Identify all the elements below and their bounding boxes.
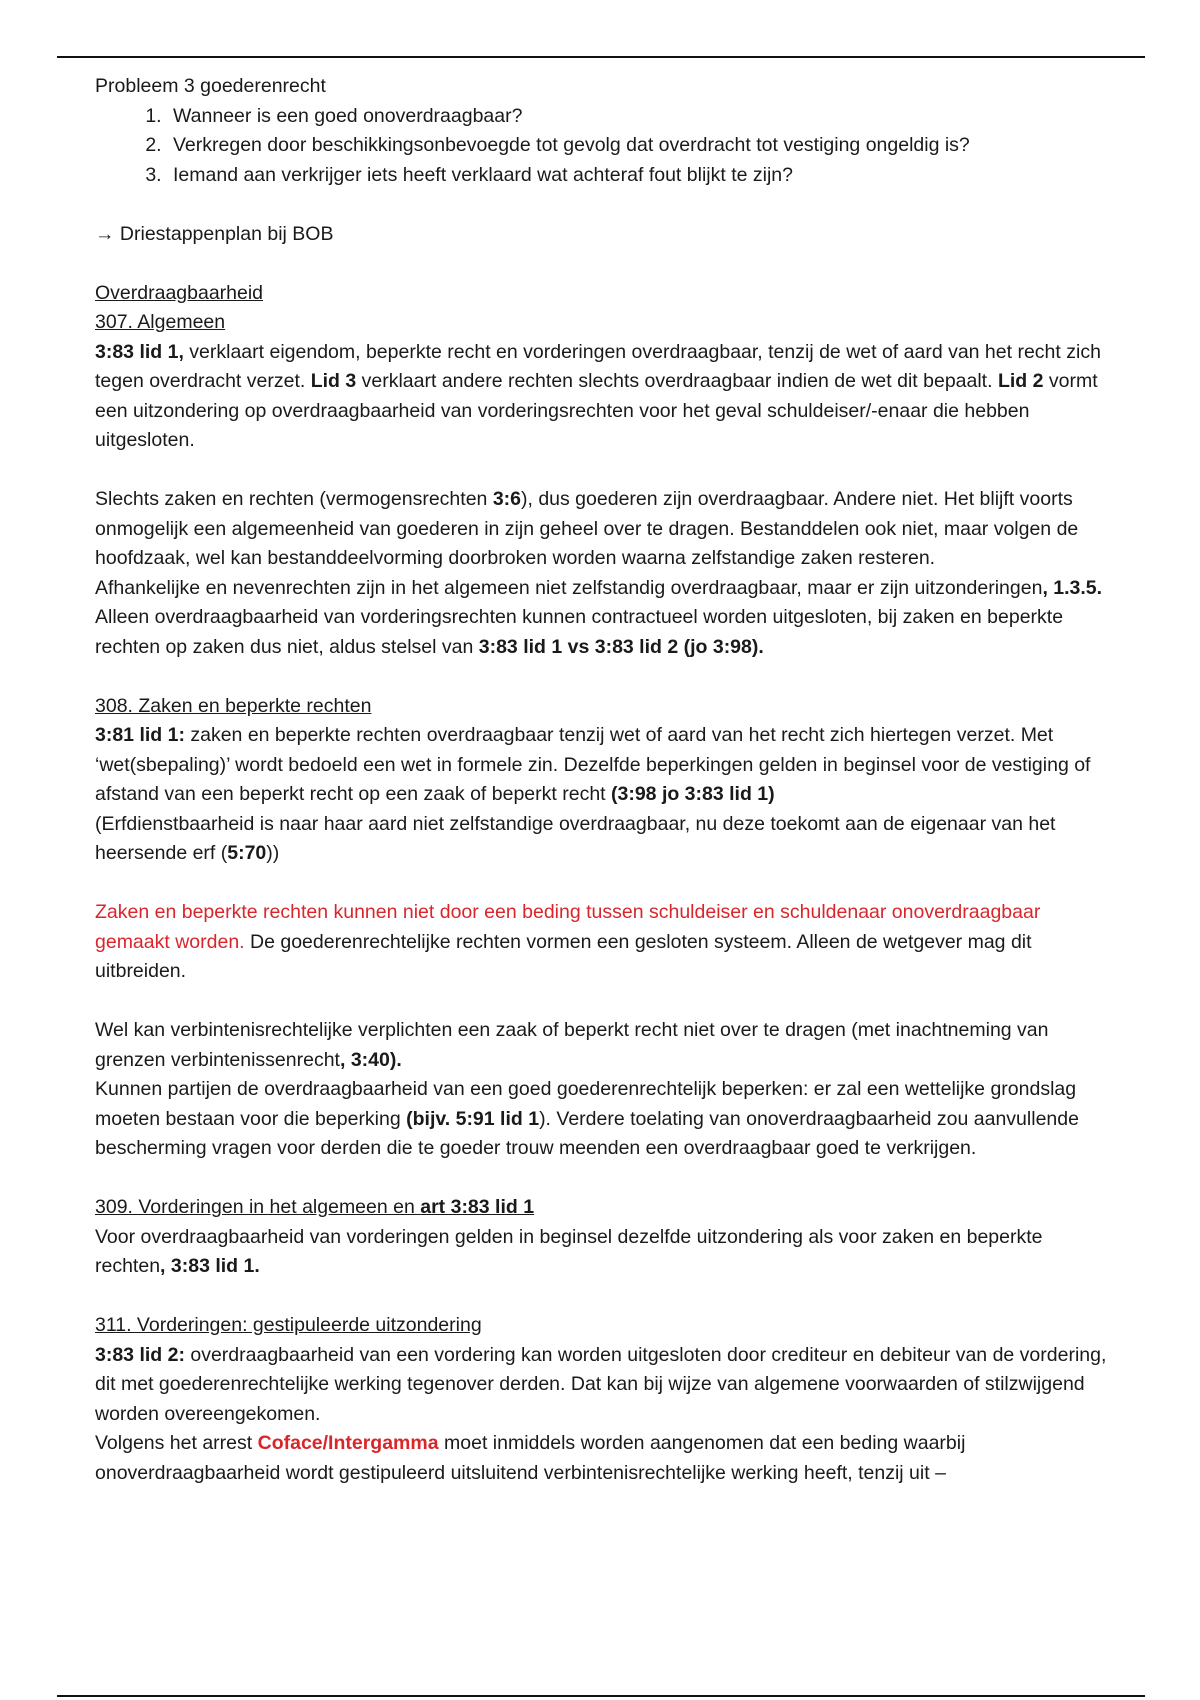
paragraph-307-4: Alleen overdraagbaarheid van vorderingsrechten kunnen contractueel worden uitgesloten, bij zaken en beperkte rechten op zaken dus niet, aldus stelsel van 3:83 lid 1 vs 3:83 lid 2 (jo 3:98). [95,606,1064,658]
paragraph-308-2: (Erfdienstbaarheid is naar haar aard niet zelfstandige overdraagbaar, nu deze toekomt aan de eigenaar van het heersende erf (5:70)) [95,812,1056,864]
paragraph-307-3: Afhankelijke en nevenrechten zijn in het algemeen niet zelfstandig overdraagbaar, maar er zijn uitzonderingen, 1.3.5. [95,576,1103,599]
arrow-text: Driestappenplan bij BOB [119,222,334,245]
paragraph-308-4: Wel kan verbintenisrechtelijke verplichten een zaak of beperkt recht niet over te dragen (met inachtneming van grenzen verbintenissenrecht, 3:40). [95,1019,1049,1071]
document-title: Probleem 3 goederenrecht [95,75,326,97]
bottom-rule [57,1695,1145,1697]
section-heading-overdraagbaarheid: Overdraagbaarheid [95,281,264,304]
paragraph-309-1: Voor overdraagbaarheid van vorderingen gelden in beginsel dezelfde uitzondering als voor zaken en beperkte rechten, 3:83 lid 1. [95,1225,1043,1277]
section-308-heading: 308. Zaken en beperkte rechten [95,694,372,717]
section-307-heading: 307. Algemeen [95,311,226,333]
paragraph-308-5: Kunnen partijen de overdraagbaarheid van een goed goederenrechtelijk beperken: er zal een wettelijke grondslag moeten bestaan voor die beperking (bijv. 5:91 lid 1). Verdere toelating van onoverdraagbaarheid zou aanvullende bescherming vragen voor derden die te goeder trouw meenden een overdraagbaar goed te verkrijgen. [95,1078,1079,1159]
question-list [95,102,1115,191]
arrow-line [95,220,1115,250]
highlighted-statement: Zaken en beperkte rechten kunnen niet door een beding tussen schuldeiser en schuldenaar onoverdraagbaar gemaakt worden. [95,901,1041,953]
paragraph-311-2: Volgens het arrest Coface/Intergamma moet inmiddels worden aangenomen dat een beding waarbij onoverdraagbaarheid wordt gestipuleerd uitsluitend verbintenisrechtelijke werking heeft, tenzij uit – [95,1432,966,1484]
section-311-heading: 311. Vorderingen: gestipuleerde uitzondering [95,1314,482,1336]
document-page [95,72,1115,1488]
section-309-heading: 309. Vorderingen in het algemeen en art 3:83 lid 1 [95,1196,535,1218]
paragraph-308-3: Zaken en beperkte rechten kunnen niet door een beding tussen schuldeiser en schuldenaar onoverdraagbaar gemaakt worden. De goederenrechtelijke rechten vormen een gesloten systeem. Alleen de wetgever mag dit uitbreiden. [95,901,1041,982]
paragraph-308-1: 3:81 lid 1: zaken en beperkte rechten overdraagbaar tenzij wet of aard van het recht zich hiertegen verzet. Met ‘wet(sbepaling)’ wordt bedoeld een wet in formele zin. Dezelfde beperkingen gelden in beginsel voor de vestiging of afstand van een beperkt recht op een zaak of beperkt recht (3:98 jo 3:83 lid 1) [95,724,1091,805]
question-item: 2. Verkregen door beschikkingsonbevoegde tot gevolg dat overdracht tot vestiging ongeldig is? [167,131,1115,161]
question-item: 1. Wanneer is een goed onoverdraagbaar? [167,102,1115,132]
paragraph-307-2: Slechts zaken en rechten (vermogensrechten 3:6), dus goederen zijn overdraagbaar. Andere niet. Het blijft voorts onmogelijk een algemeenheid van goederen in zijn geheel over te dragen. Bestanddelen ook niet, maar volgen de hoofdzaak, wel kan bestanddeelvorming doorbroken worden waarna zelfstandige zaken resteren. [95,488,1079,569]
question-item: 3. Iemand aan verkrijger iets heeft verklaard wat achteraf fout blijkt te zijn? [167,161,1115,191]
case-name: Coface/Intergamma [257,1432,439,1454]
paragraph-307-1: 3:83 lid 1, verklaart eigendom, beperkte recht en vorderingen overdraagbaar, tenzij de wet of aard van het recht zich tegen overdracht verzet. Lid 3 verklaart andere rechten slechts overdraagbaar indien de wet dit bepaalt. Lid 2 vormt een uitzondering op overdraagbaarheid van vorderingsrechten voor het geval schuldeiser/-enaar die hebben uitgesloten. [95,340,1101,451]
arrow-right-icon: → [95,222,115,245]
paragraph-311-1: 3:83 lid 2: overdraagbaarheid van een vordering kan worden uitgesloten door crediteur en debiteur van de vordering, dit met goederenrechtelijke werking tegenover derden. Dat kan bij wijze van algemene voorwaarden of stilzwijgend worden overeengekomen. [95,1343,1107,1425]
top-rule [57,56,1145,58]
